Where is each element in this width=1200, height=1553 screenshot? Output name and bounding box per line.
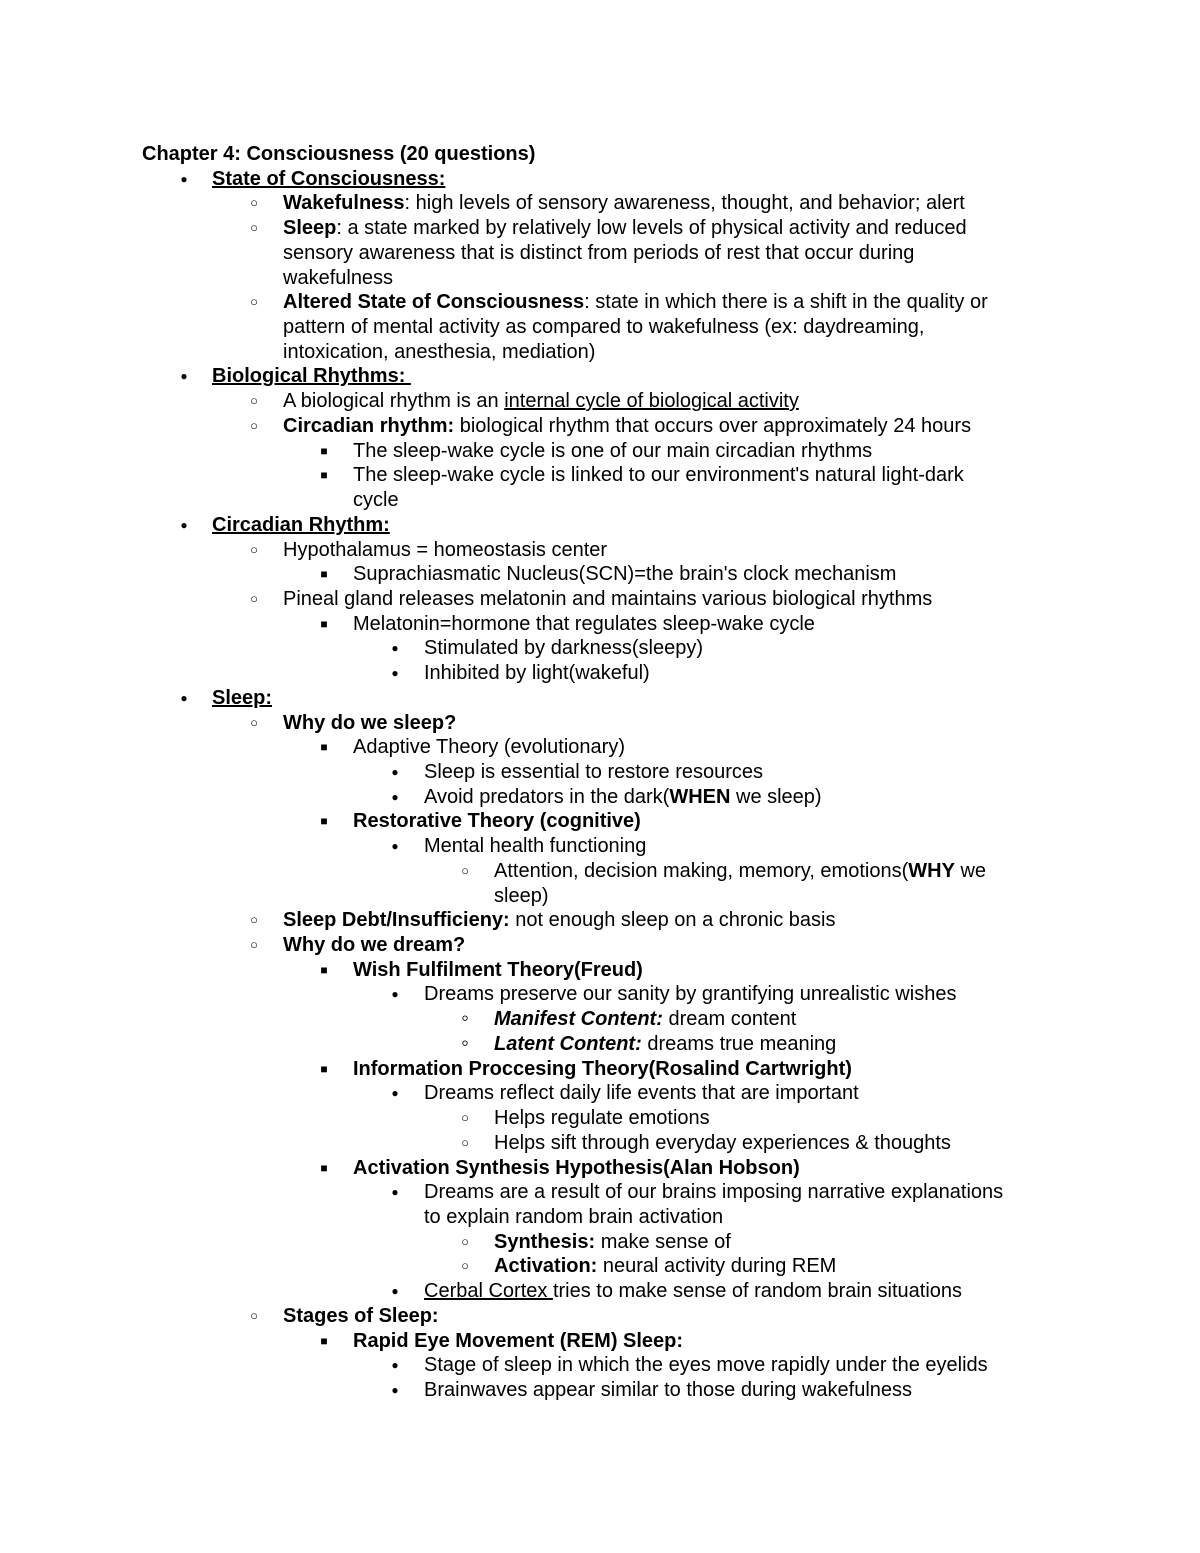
bullet-circle-icon: [453, 1131, 477, 1158]
list-item: [212, 686, 272, 711]
list-item: [283, 191, 965, 216]
list-item: [353, 562, 896, 587]
list-item: [424, 1279, 962, 1304]
bullet-circle-icon: [242, 587, 266, 614]
text-run: pattern of mental activity as compared to wakefulness (ex: daydreaming,: [283, 316, 925, 339]
bullet-circle-icon: [242, 933, 266, 960]
list-item: [283, 216, 967, 241]
list-item: [424, 1378, 912, 1403]
bullet-square-icon: [312, 1156, 336, 1183]
text-run: WHY: [908, 859, 955, 882]
bullet-disc-icon: [383, 1180, 407, 1207]
list-item-continuation: [283, 340, 595, 365]
bullet-circle-icon: [242, 290, 266, 317]
text-run: Latent Content:: [494, 1032, 642, 1055]
bullet-disc-icon: [383, 834, 407, 861]
list-item: [424, 1081, 859, 1106]
chapter-title: [142, 142, 535, 167]
text-run: dreams true meaning: [641, 1032, 837, 1055]
text-run: Sleep Debt/Insufficieny:: [283, 909, 510, 932]
list-item: [424, 760, 763, 785]
text-run: Wish Fulfilment Theory(Freud): [353, 958, 643, 981]
text-run: Circadian Rhythm:: [212, 513, 390, 536]
text-run: Sleep: [283, 217, 337, 240]
text-run: The sleep-wake cycle is linked to our environment's natural light-dark: [353, 464, 964, 487]
list-item-continuation: [283, 266, 393, 291]
text-run: Stimulated by darkness(sleepy): [424, 637, 704, 660]
bullet-square-icon: [312, 809, 336, 836]
bullet-disc-icon: [383, 1378, 407, 1405]
text-run: The sleep-wake cycle is one of our main circadian rhythms: [353, 439, 873, 462]
text-run: Why do we dream?: [283, 934, 466, 957]
list-item: [424, 785, 822, 810]
text-run: Avoid predators in the dark(: [424, 785, 670, 808]
text-run: internal cycle of biological activity: [504, 390, 799, 413]
text-run: Helps sift through everyday experiences & thoughts: [494, 1131, 951, 1154]
text-run: Synthesis:: [494, 1230, 596, 1253]
list-item-continuation: [283, 315, 924, 340]
text-run: Sleep is essential to restore resources: [424, 761, 764, 783]
bullet-disc-icon: [383, 1279, 407, 1306]
text-run: intoxication, anesthesia, mediation): [283, 340, 596, 363]
text-run: Attention, decision making, memory, emotions(: [494, 859, 909, 882]
text-run: Wakefulness: [283, 192, 405, 215]
list-item: [494, 1007, 796, 1032]
list-item: [353, 612, 815, 637]
bullet-circle-icon: [242, 216, 266, 243]
text-run: neural activity during REM: [597, 1255, 837, 1278]
bullet-circle-icon: [242, 414, 266, 441]
list-item: [353, 1156, 800, 1181]
list-item-continuation: [424, 1205, 723, 1230]
bullet-disc-icon: [383, 636, 407, 663]
list-item-continuation: [494, 884, 548, 909]
list-item: [283, 290, 988, 315]
text-run: we sleep): [730, 785, 822, 808]
text-run: Adaptive Theory (evolutionary): [353, 736, 625, 759]
list-item: [283, 389, 799, 414]
bullet-square-icon: [312, 958, 336, 985]
text-run: make sense of: [595, 1230, 731, 1253]
text-run: Helps regulate emotions: [494, 1107, 710, 1130]
text-run: Restorative Theory (cognitive): [353, 810, 641, 833]
list-item: [494, 859, 986, 884]
bullet-circle-icon: [453, 1254, 477, 1281]
list-item: [283, 908, 836, 933]
bullet-square-icon: [312, 562, 336, 589]
bullet-disc-icon: [383, 1353, 407, 1380]
bullet-square-icon: [312, 463, 336, 490]
bullet-square-icon: [312, 1057, 336, 1084]
list-item: [424, 636, 703, 661]
bullet-circle-icon: [453, 1230, 477, 1257]
text-run: Dreams are a result of our brains imposing narrative explanations: [424, 1181, 1004, 1204]
list-item: [353, 439, 872, 464]
text-run: Inhibited by light(wakeful): [424, 662, 650, 685]
bullet-circle-icon: [453, 859, 477, 886]
bullet-circle-icon: [242, 711, 266, 738]
text-run: dream content: [662, 1008, 797, 1031]
text-run: not enough sleep on a chronic basis: [509, 909, 836, 932]
text-run: Activation:: [494, 1255, 598, 1278]
bullet-disc-icon: [172, 364, 196, 391]
list-item: [353, 735, 625, 760]
list-item: [283, 414, 971, 439]
text-run: wakefulness: [283, 266, 394, 289]
list-item: [494, 1032, 836, 1057]
list-item: [212, 364, 411, 389]
bullet-disc-icon: [172, 686, 196, 713]
text-run: Rapid Eye Movement (REM) Sleep:: [353, 1329, 684, 1352]
bullet-disc-icon: [383, 785, 407, 812]
text-run: : state in which there is a shift in the quality or: [584, 291, 988, 314]
list-item: [283, 711, 456, 736]
text-run: Suprachiasmatic Nucleus(SCN)=the brain's clock mechanism: [353, 563, 897, 586]
text-run: Stage of sleep in which the eyes move rapidly under the eyelids: [424, 1354, 988, 1377]
list-item: [212, 167, 445, 192]
text-run: we: [954, 859, 987, 882]
list-item: [283, 933, 465, 958]
text-run: Cerbal Cortex: [424, 1280, 553, 1303]
text-run: Pineal gland releases melatonin and maintains various biological rhythms: [283, 587, 933, 610]
list-item: [353, 809, 641, 834]
list-item: [353, 958, 643, 983]
text-run: Chapter 4: Consciousness (20 questions): [142, 143, 536, 165]
bullet-disc-icon: [383, 760, 407, 787]
bullet-square-icon: [312, 612, 336, 639]
text-run: Mental health functioning: [424, 835, 647, 858]
bullet-circle-icon: [242, 538, 266, 565]
text-run: Biological Rhythms:: [212, 365, 411, 388]
text-run: Altered State of Consciousness: [283, 291, 585, 314]
list-item: [494, 1106, 710, 1131]
list-item: [494, 1230, 731, 1255]
list-item: [424, 834, 646, 859]
text-run: cycle: [353, 489, 399, 512]
bullet-square-icon: [312, 1329, 336, 1356]
text-run: : high levels of sensory awareness, thought, and behavior; alert: [404, 192, 965, 215]
list-item: [283, 1304, 439, 1329]
bullet-disc-icon: [383, 982, 407, 1009]
list-item: [353, 1057, 852, 1082]
text-run: sensory awareness that is distinct from periods of rest that occur during: [283, 241, 915, 264]
text-run: sleep): [494, 884, 549, 907]
list-item: [424, 661, 650, 686]
bullet-circle-icon: [242, 389, 266, 416]
text-run: A biological rhythm is an: [283, 390, 505, 413]
text-run: Sleep:: [212, 686, 273, 709]
list-item: [494, 1254, 836, 1279]
text-run: Dreams preserve our sanity by grantifying unrealistic wishes: [424, 983, 957, 1006]
text-run: Melatonin=hormone that regulates sleep-wake cycle: [353, 612, 815, 635]
list-item: [353, 463, 964, 488]
list-item: [283, 538, 607, 563]
bullet-circle-icon: [242, 908, 266, 935]
list-item: [283, 587, 932, 612]
bullet-disc-icon: [172, 167, 196, 194]
text-run: State of Consciousness:: [212, 167, 446, 190]
list-item: [353, 1329, 683, 1354]
text-run: Why do we sleep?: [283, 711, 457, 734]
bullet-square-icon: [312, 439, 336, 466]
list-item-continuation: [283, 241, 914, 266]
text-run: Hypothalamus = homeostasis center: [283, 538, 608, 561]
text-run: tries to make sense of random brain situations: [552, 1280, 963, 1303]
text-run: Circadian rhythm:: [283, 414, 455, 437]
bullet-circle-icon: [453, 1106, 477, 1133]
list-item: [494, 1131, 951, 1156]
bullet-circle-icon: [242, 191, 266, 218]
list-item: [212, 513, 390, 538]
text-run: to explain random brain activation: [424, 1205, 724, 1228]
text-run: Stages of Sleep:: [283, 1304, 439, 1327]
text-run: Dreams reflect daily life events that are important: [424, 1082, 859, 1105]
text-run: Information Proccesing Theory(Rosalind Cartwright): [353, 1057, 852, 1080]
text-run: : a state marked by relatively low levels of physical activity and reduced: [336, 217, 967, 240]
text-run: Brainwaves appear similar to those during wakefulness: [424, 1379, 913, 1401]
list-item-continuation: [353, 488, 399, 513]
text-run: Manifest Content:: [494, 1008, 663, 1031]
list-item: [424, 1353, 988, 1378]
bullet-circle-icon: [242, 1304, 266, 1331]
bullet-ring-icon: [453, 1032, 477, 1058]
text-run: Activation Synthesis Hypothesis(Alan Hobson): [353, 1156, 800, 1179]
list-item: [424, 982, 956, 1007]
bullet-disc-icon: [172, 513, 196, 540]
bullet-square-icon: [312, 735, 336, 762]
list-item: [424, 1180, 1003, 1205]
text-run: WHEN: [669, 785, 731, 808]
bullet-disc-icon: [383, 1081, 407, 1108]
bullet-disc-icon: [383, 661, 407, 688]
text-run: biological rhythm that occurs over approximately 24 hours: [454, 414, 972, 437]
